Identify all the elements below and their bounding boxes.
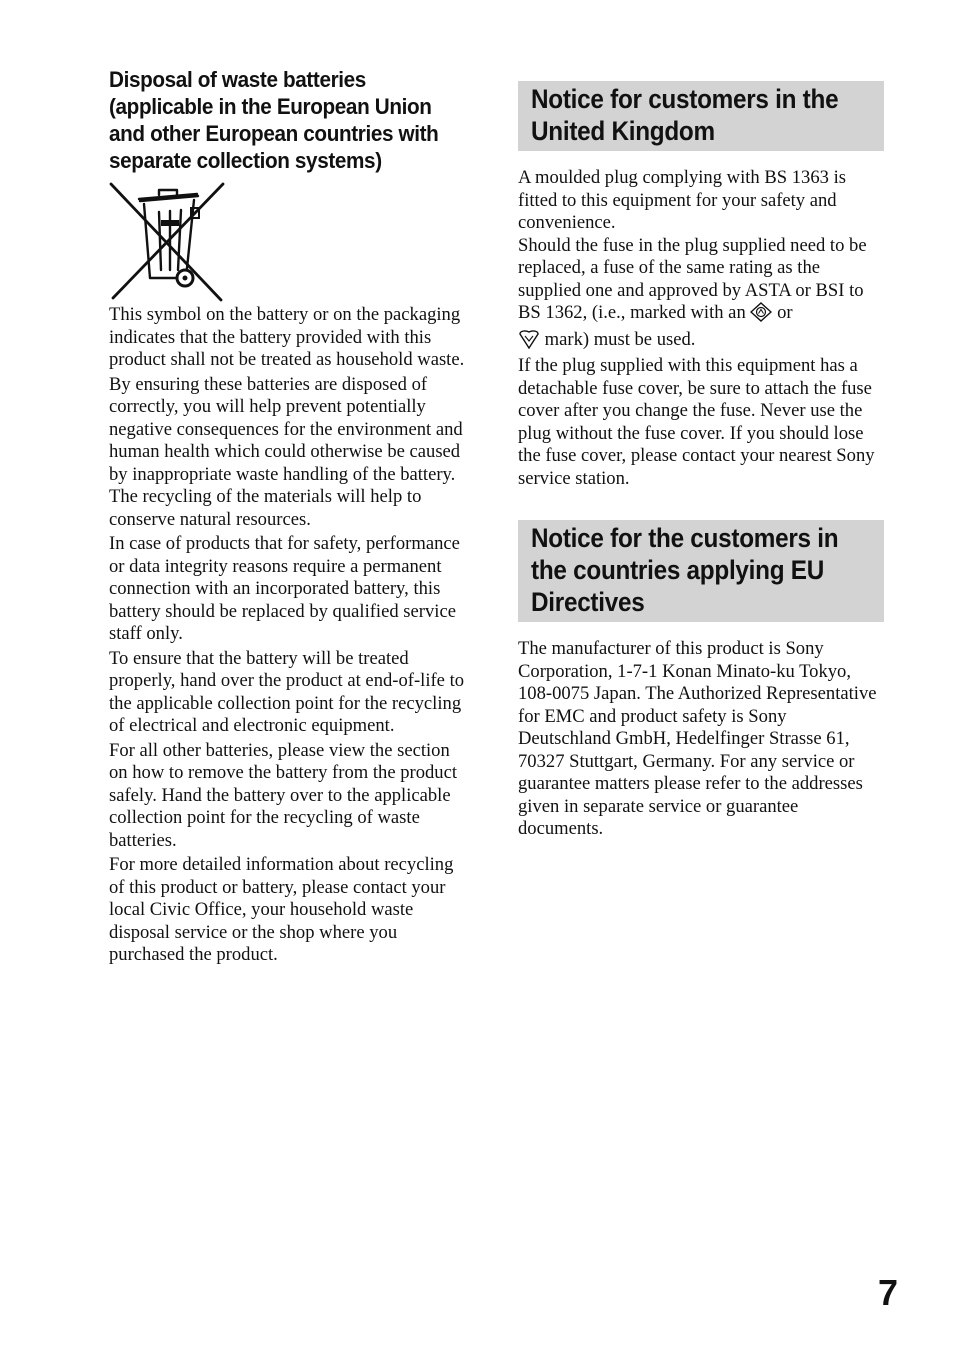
heading-line: Directives (531, 587, 645, 617)
paragraph (518, 235, 884, 356)
text-span: mark) must be used. (544, 328, 696, 350)
uk-notice-heading (531, 83, 891, 147)
asta-mark-icon (750, 302, 772, 329)
page-number: 7 (878, 1272, 899, 1313)
eu-notice-heading-box (518, 520, 884, 622)
right-column (518, 66, 884, 841)
paragraph: If the plug supplied with this equipment has a detachable fuse cover, be sure to attach the fuse cover after you change the fuse. Never use the plug without the fuse cover. If you should lose the fuse cover, please contact your nearest Sony service station. (518, 355, 875, 489)
eu-notice-heading (531, 522, 891, 618)
eu-notice-text (518, 638, 884, 841)
crossed-out-wheeled-bin-icon (109, 182, 227, 302)
paragraph: The manufacturer of this product is Sony Corporation, 1-7-1 Konan Minato-ku Tokyo, 108-0075 Japan. The Authorized Representative for EMC and product safety is Sony Deutschland GmbH, Hedelfinger Strasse 61, 70327 Stuttgart, Germany. For any service or guarantee matters please refer to the addresses given in separate service or guarantee documents. (518, 638, 877, 839)
paragraph: A moulded plug complying with BS 1363 is fitted to this equipment for your safety and convenience. (518, 167, 846, 233)
paragraph: This symbol on the battery or on the packaging indicates that the battery provided with this product shall not be treated as household waste. (109, 304, 465, 370)
battery-disposal-heading: Disposal of waste batteries (applicable in the European Union and other European countries with separate collection systems) (109, 67, 439, 173)
uk-notice-heading-box (518, 81, 884, 151)
heading-line: the countries applying EU (531, 555, 824, 585)
battery-disposal-text (109, 304, 471, 967)
left-column (109, 66, 471, 967)
heading-line: United Kingdom (531, 116, 715, 146)
heading-line: Notice for customers in the (531, 84, 839, 114)
heading-line: Notice for the customers in (531, 523, 839, 553)
paragraph: By ensuring these batteries are disposed of correctly, you will help prevent potentially negative consequences for the environment and human health which could otherwise be caused by inappropriate waste handling of the battery. The recycling of the materials will help to conserve natural resources. (109, 373, 463, 530)
paragraph: To ensure that the battery will be treated properly, hand over the product at end-of-life to the applicable collection point for the recycling of electrical and electronic equipment. (109, 647, 465, 736)
text-span: or (777, 302, 793, 323)
bsi-kitemark-icon (518, 329, 540, 356)
paragraph: In case of products that for safety, performance or data integrity reasons require a permanent connection with an incorporated battery, this battery should be replaced by qualified service staff only. (109, 533, 460, 644)
paragraph: For all other batteries, please view the section on how to remove the battery from the product safely. Hand the battery over to the applicable collection point for the recycling of waste batteries. (109, 739, 458, 851)
text-span: Should the fuse in the plug supplied need to be replaced, a fuse of the same rating as the supplied one and approved by ASTA or BSI to BS 1362, (i.e., marked with an (518, 234, 867, 323)
uk-notice-text (518, 167, 884, 490)
paragraph: For more detailed information about recycling of this product or battery, please contact your local Civic Office, your household waste disposal service or the shop where you purchased the product. (109, 854, 454, 965)
